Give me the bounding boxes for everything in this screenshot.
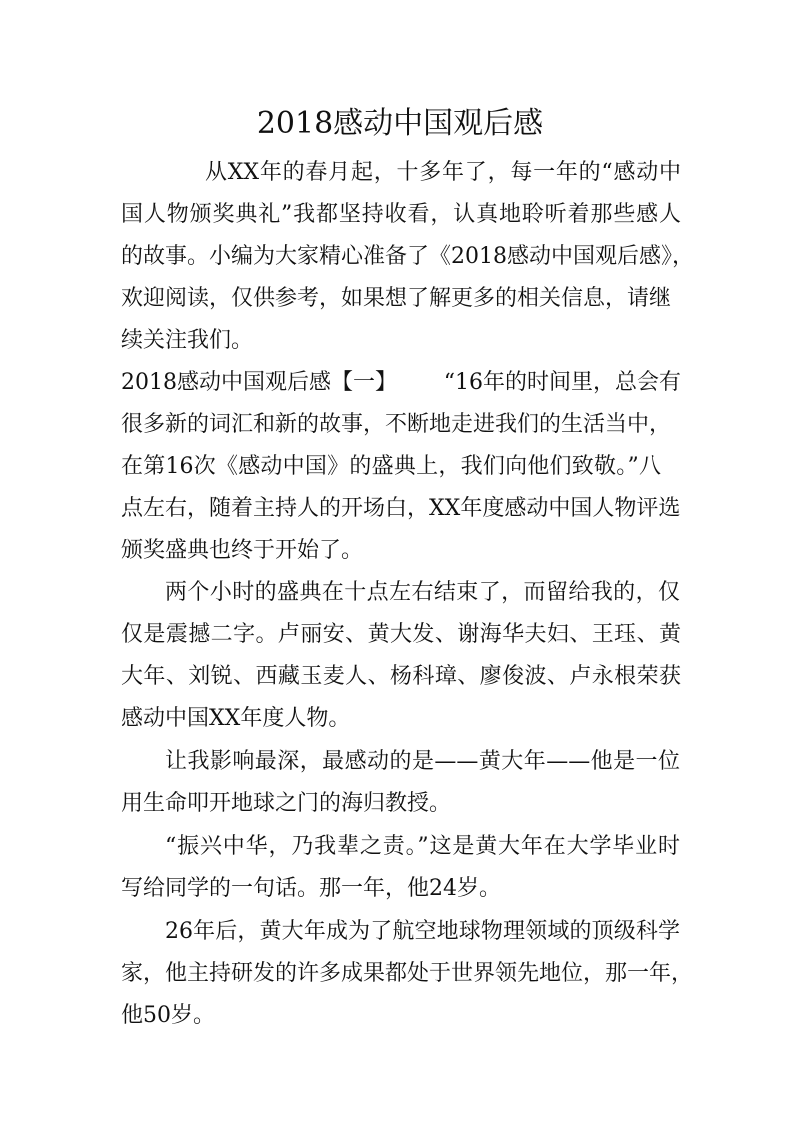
paragraph-line: 两个小时的盛典在十点左右结束了，而留给我的，仅 (165, 580, 680, 605)
section-first-text: “16年的时间里，总会有 (443, 370, 681, 395)
section-heading: 2018感动中国观后感【一】 (121, 370, 397, 395)
paragraph-line: 感动中国XX年度人物。 (121, 706, 351, 731)
paragraph-line: 颁奖盛典也终于开始了。 (121, 538, 364, 563)
intro-line: 续关注我们。 (121, 328, 254, 353)
paragraph-line: 用生命叩开地球之门的海归教授。 (121, 791, 452, 816)
paragraph-line: 写给同学的一句话。那一年，他24岁。 (121, 876, 501, 901)
intro-line: 的故事。小编为大家精心准备了《2018感动中国观后感》， (121, 244, 694, 269)
paragraph-line: 在第16次《感动中国》的盛典上，我们向他们致敬。”八 (121, 454, 661, 479)
intro-line: 国人物颁奖典礼”我都坚持收看，认真地聆听着那些感人 (121, 202, 681, 227)
paragraph-line: 大年、刘锐、西藏玉麦人、杨科璋、廖俊波、卢永根荣获 (121, 664, 681, 689)
paragraph-line: 很多新的词汇和新的故事，不断地走进我们的生活当中， (121, 412, 672, 437)
paragraph-line: “振兴中华，乃我辈之责。”这是黄大年在大学毕业时 (165, 834, 680, 859)
intro-line: 欢迎阅读，仅供参考，如果想了解更多的相关信息，请继 (121, 286, 672, 311)
paragraph-line: 仅是震撼二字。卢丽安、黄大发、谢海华夫妇、王珏、黄 (121, 622, 681, 647)
paragraph-line: 他50岁。 (121, 1003, 215, 1028)
paragraph-line: 家，他主持研发的许多成果都处于世界领先地位，那一年， (121, 961, 694, 986)
paragraph-line: 26年后，黄大年成为了航空地球物理领域的顶级科学 (165, 919, 680, 944)
intro-line: 从XX年的春月起，十多年了，每一年的“感动中 (205, 160, 681, 185)
section-heading-line (121, 368, 681, 398)
document-title: 2018感动中国观后感 (256, 106, 544, 141)
paragraph-line: 点左右，随着主持人的开场白，XX年度感动中国人物评选 (121, 496, 681, 521)
paragraph-line: 让我影响最深，最感动的是——黄大年——他是一位 (165, 749, 680, 774)
